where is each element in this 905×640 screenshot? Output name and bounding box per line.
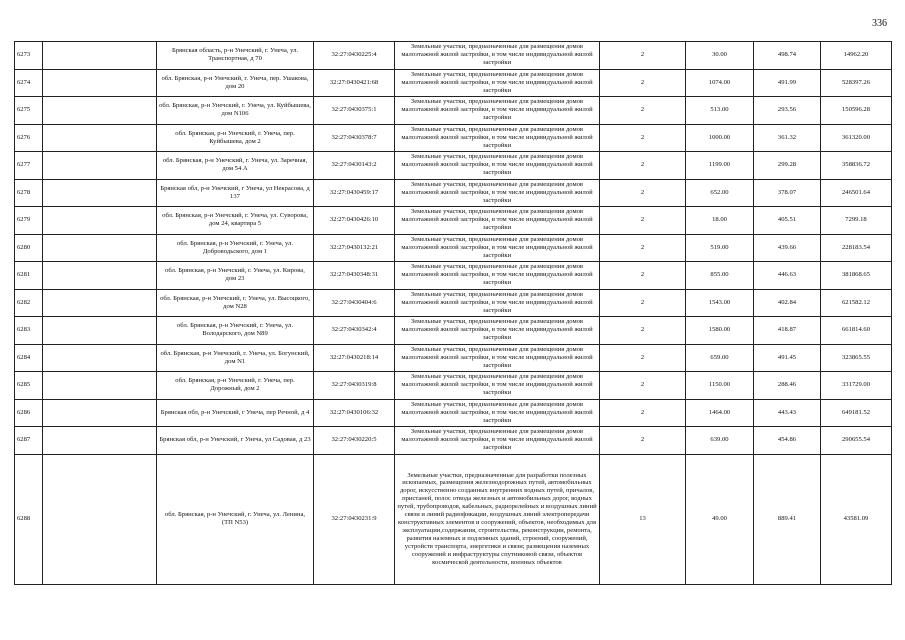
table-row [15, 289, 892, 317]
area-cell: 639.00 [686, 427, 754, 455]
area-cell: 30.00 [686, 42, 754, 70]
area-cell: 1074.00 [686, 69, 754, 97]
table-row [15, 317, 892, 345]
category-code-cell: 13 [600, 454, 686, 584]
row-number: 6274 [15, 69, 43, 97]
category-code-cell: 2 [600, 262, 686, 290]
specific-value-cell: 299.28 [754, 152, 821, 180]
cadastral-value-cell: 14962.20 [821, 42, 892, 70]
spacer-cell [43, 454, 157, 584]
address-cell: обл. Брянская, р-н Унечский, г. Унеча, ул. Куйбышева, дом N106 [157, 97, 314, 125]
category-code-cell: 2 [600, 317, 686, 345]
address-cell: обл. Брянская, р-н Унечский, г. Унеча, ул. Кирова, дом 23 [157, 262, 314, 290]
cadastral-value-cell: 649181.52 [821, 399, 892, 427]
address-cell: обл. Брянская, р-н Унечский, г. Унеча, ул. Заречная, дом 54 А [157, 152, 314, 180]
specific-value-cell: 293.56 [754, 97, 821, 125]
table-row [15, 344, 892, 372]
land-use-cell: Земельные участки, предназначенные для размещения домов малоэтажной жилой застройки, в том числе индивидуальной жилой застройки [395, 152, 600, 180]
table-row [15, 42, 892, 70]
cadastral-number-cell: 32:27:0430426:10 [314, 207, 395, 235]
cadastral-number-cell: 32:27:0430348:31 [314, 262, 395, 290]
cadastral-number-cell: 32:27:0430231:9 [314, 454, 395, 584]
cadastral-value-cell: 7299.18 [821, 207, 892, 235]
table-row [15, 262, 892, 290]
table-row [15, 207, 892, 235]
cadastral-number-cell: 32:27:0430106:32 [314, 399, 395, 427]
row-number: 6280 [15, 234, 43, 262]
category-code-cell: 2 [600, 344, 686, 372]
cadastral-number-cell: 32:27:0430459:17 [314, 179, 395, 207]
category-code-cell: 2 [600, 69, 686, 97]
area-cell: 1150.00 [686, 372, 754, 400]
land-use-cell: Земельные участки, предназначенные для размещения домов малоэтажной жилой застройки, в том числе индивидуальной жилой застройки [395, 289, 600, 317]
land-use-cell: Земельные участки, предназначенные для размещения домов малоэтажной жилой застройки, в том числе индивидуальной жилой застройки [395, 399, 600, 427]
row-number: 6277 [15, 152, 43, 180]
spacer-cell [43, 234, 157, 262]
spacer-cell [43, 42, 157, 70]
area-cell: 1464.00 [686, 399, 754, 427]
specific-value-cell: 405.51 [754, 207, 821, 235]
category-code-cell: 2 [600, 399, 686, 427]
address-cell: обл. Брянская, р-н Унечский, г. Унеча, пер. Ушакова, дом 20 [157, 69, 314, 97]
area-cell: 1543.00 [686, 289, 754, 317]
spacer-cell [43, 372, 157, 400]
area-cell: 18.00 [686, 207, 754, 235]
spacer-cell [43, 97, 157, 125]
area-cell: 49.00 [686, 454, 754, 584]
cadastral-value-cell: 246501.64 [821, 179, 892, 207]
cadastral-value-cell: 323865.55 [821, 344, 892, 372]
spacer-cell [43, 124, 157, 152]
address-cell: обл. Брянская, р-н Унечский, г. Унеча, ул. Володарского, дом N89 [157, 317, 314, 345]
row-number: 6283 [15, 317, 43, 345]
address-cell: обл. Брянская, р-н Унечский, г. Унеча, ул. Суворова, дом 24, квартира 5 [157, 207, 314, 235]
area-cell: 659.00 [686, 344, 754, 372]
specific-value-cell: 491.99 [754, 69, 821, 97]
table-row [15, 97, 892, 125]
spacer-cell [43, 152, 157, 180]
spacer-cell [43, 262, 157, 290]
land-use-cell: Земельные участки, предназначенные для размещения домов малоэтажной жилой застройки, в том числе индивидуальной жилой застройки [395, 207, 600, 235]
row-number: 6273 [15, 42, 43, 70]
table-row [15, 179, 892, 207]
category-code-cell: 2 [600, 97, 686, 125]
cadastral-number-cell: 32:27:0430143:2 [314, 152, 395, 180]
land-use-cell: Земельные участки, предназначенные для размещения домов малоэтажной жилой застройки, в том числе индивидуальной жилой застройки [395, 124, 600, 152]
row-number: 6281 [15, 262, 43, 290]
cadastral-number-cell: 32:27:0430342:4 [314, 317, 395, 345]
row-number: 6282 [15, 289, 43, 317]
spacer-cell [43, 179, 157, 207]
table-row [15, 152, 892, 180]
address-cell: Брянская обл, р-н Унечский, г Унеча, ул Садовая, д 23 [157, 427, 314, 455]
cadastral-value-cell: 528397.26 [821, 69, 892, 97]
specific-value-cell: 498.74 [754, 42, 821, 70]
cadastral-number-cell: 32:27:0430404:6 [314, 289, 395, 317]
category-code-cell: 2 [600, 179, 686, 207]
cadastral-number-cell: 32:27:0430225:4 [314, 42, 395, 70]
address-cell: Брянская обл, р-н Унечский, г Унеча, пер Речной, д 4 [157, 399, 314, 427]
address-cell: Брянская область, р-н Унечский, г. Унеча, ул. Транспортная, д 70 [157, 42, 314, 70]
address-cell: обл. Брянская, р-н Унечский, г. Унеча, ул. Высоцкого, дом N28 [157, 289, 314, 317]
land-register-table [14, 41, 892, 585]
land-use-cell: Земельные участки, предназначенные для размещения домов малоэтажной жилой застройки, в том числе индивидуальной жилой застройки [395, 317, 600, 345]
category-code-cell: 2 [600, 234, 686, 262]
spacer-cell [43, 427, 157, 455]
cadastral-value-cell: 331729.00 [821, 372, 892, 400]
area-cell: 1199.00 [686, 152, 754, 180]
specific-value-cell: 491.45 [754, 344, 821, 372]
address-cell: обл. Брянская, р-н Унечский, г. Унеча, пер. Куйбышева, дом 2 [157, 124, 314, 152]
spacer-cell [43, 69, 157, 97]
spacer-cell [43, 207, 157, 235]
cadastral-number-cell: 32:27:0430375:1 [314, 97, 395, 125]
area-cell: 519.00 [686, 234, 754, 262]
table-row [15, 427, 892, 455]
area-cell: 513.00 [686, 97, 754, 125]
table-row [15, 372, 892, 400]
cadastral-value-cell: 150596.28 [821, 97, 892, 125]
spacer-cell [43, 344, 157, 372]
specific-value-cell: 288.46 [754, 372, 821, 400]
cadastral-value-cell: 43581.09 [821, 454, 892, 584]
land-use-cell: Земельные участки, предназначенные для размещения домов малоэтажной жилой застройки, в том числе индивидуальной жилой застройки [395, 42, 600, 70]
area-cell: 652.00 [686, 179, 754, 207]
spacer-cell [43, 399, 157, 427]
row-number: 6275 [15, 97, 43, 125]
spacer-cell [43, 317, 157, 345]
land-use-cell: Земельные участки, предназначенные для размещения домов малоэтажной жилой застройки, в том числе индивидуальной жилой застройки [395, 372, 600, 400]
cadastral-number-cell: 32:27:0430319:8 [314, 372, 395, 400]
table-row [15, 234, 892, 262]
specific-value-cell: 446.63 [754, 262, 821, 290]
category-code-cell: 2 [600, 152, 686, 180]
category-code-cell: 2 [600, 289, 686, 317]
specific-value-cell: 378.07 [754, 179, 821, 207]
specific-value-cell: 443.43 [754, 399, 821, 427]
cadastral-value-cell: 661814.60 [821, 317, 892, 345]
row-number: 6284 [15, 344, 43, 372]
area-cell: 1580.00 [686, 317, 754, 345]
area-cell: 855.00 [686, 262, 754, 290]
row-number: 6287 [15, 427, 43, 455]
category-code-cell: 2 [600, 42, 686, 70]
category-code-cell: 2 [600, 207, 686, 235]
table-row [15, 69, 892, 97]
land-use-cell: Земельные участки, предназначенные для размещения домов малоэтажной жилой застройки, в том числе индивидуальной жилой застройки [395, 344, 600, 372]
table-row [15, 124, 892, 152]
category-code-cell: 2 [600, 124, 686, 152]
land-use-cell: Земельные участки, предназначенные для размещения домов малоэтажной жилой застройки, в том числе индивидуальной жилой застройки [395, 97, 600, 125]
land-use-cell: Земельные участки, предназначенные для разработки полезных ископаемых, размещения железнодорожных путей, автомобильных дорог, искусственно созданных внутренних водных путей, причалов, пристаней, полос отвода железных и автомобильных дорог, водных путей, трубопроводов, кабельных, радиорелейных и воздушных линий связи и линий радиофикации, воздушных линий электропередачи конструктивных элементов и сооружений, объектов, необходимых для эксплуатации,содержания, строительства, реконструкции, ремонта, развития наземных и подземных зданий, строений, сооружений, устройств транспорта, энергетики и связи; размещения наземных сооружений и инфраструктуры спутниковой связи, объектов космической деятельности, военных объектов [395, 454, 600, 584]
cadastral-value-cell: 358836.72 [821, 152, 892, 180]
row-number: 6279 [15, 207, 43, 235]
address-cell: обл. Брянская, р-н Унечский, г. Унеча, ул. Доброводьского, дом 1 [157, 234, 314, 262]
table-row [15, 399, 892, 427]
cadastral-number-cell: 32:27:0430378:7 [314, 124, 395, 152]
spacer-cell [43, 289, 157, 317]
cadastral-value-cell: 381868.65 [821, 262, 892, 290]
row-number: 6285 [15, 372, 43, 400]
row-number: 6276 [15, 124, 43, 152]
cadastral-value-cell: 361320.00 [821, 124, 892, 152]
land-use-cell: Земельные участки, предназначенные для размещения домов малоэтажной жилой застройки, в том числе индивидуальной жилой застройки [395, 179, 600, 207]
category-code-cell: 2 [600, 427, 686, 455]
specific-value-cell: 454.86 [754, 427, 821, 455]
land-use-cell: Земельные участки, предназначенные для размещения домов малоэтажной жилой застройки, в том числе индивидуальной жилой застройки [395, 69, 600, 97]
address-cell: обл. Брянская, р-н Унечский, г. Унеча, ул. Ленина, (ТП N53) [157, 454, 314, 584]
specific-value-cell: 361.32 [754, 124, 821, 152]
row-number: 6288 [15, 454, 43, 584]
specific-value-cell: 889.41 [754, 454, 821, 584]
land-use-cell: Земельные участки, предназначенные для размещения домов малоэтажной жилой застройки, в том числе индивидуальной жилой застройки [395, 234, 600, 262]
cadastral-number-cell: 32:27:0430132:21 [314, 234, 395, 262]
cadastral-number-cell: 32:27:0430218:14 [314, 344, 395, 372]
row-number: 6278 [15, 179, 43, 207]
cadastral-value-cell: 621582.12 [821, 289, 892, 317]
area-cell: 1000.00 [686, 124, 754, 152]
row-number: 6286 [15, 399, 43, 427]
cadastral-value-cell: 290655.54 [821, 427, 892, 455]
page-number: 336 [872, 18, 887, 29]
cadastral-number-cell: 32:27:0430421:68 [314, 69, 395, 97]
specific-value-cell: 402.84 [754, 289, 821, 317]
land-use-cell: Земельные участки, предназначенные для размещения домов малоэтажной жилой застройки, в том числе индивидуальной жилой застройки [395, 262, 600, 290]
land-use-cell: Земельные участки, предназначенные для размещения домов малоэтажной жилой застройки, в том числе индивидуальной жилой застройки [395, 427, 600, 455]
specific-value-cell: 439.66 [754, 234, 821, 262]
category-code-cell: 2 [600, 372, 686, 400]
cadastral-number-cell: 32:27:0430220:5 [314, 427, 395, 455]
cadastral-value-cell: 228183.54 [821, 234, 892, 262]
address-cell: обл. Брянская, р-н Унечский, г. Унеча, пер. Дорожный, дом 2 [157, 372, 314, 400]
specific-value-cell: 418.87 [754, 317, 821, 345]
address-cell: обл. Брянская, р-н Унечский, г. Унеча, ул. Богунский, дом N1 [157, 344, 314, 372]
table-row [15, 454, 892, 584]
address-cell: Брянская обл, р-н Унечский, г Унеча, ул Некрасова, д 137 [157, 179, 314, 207]
